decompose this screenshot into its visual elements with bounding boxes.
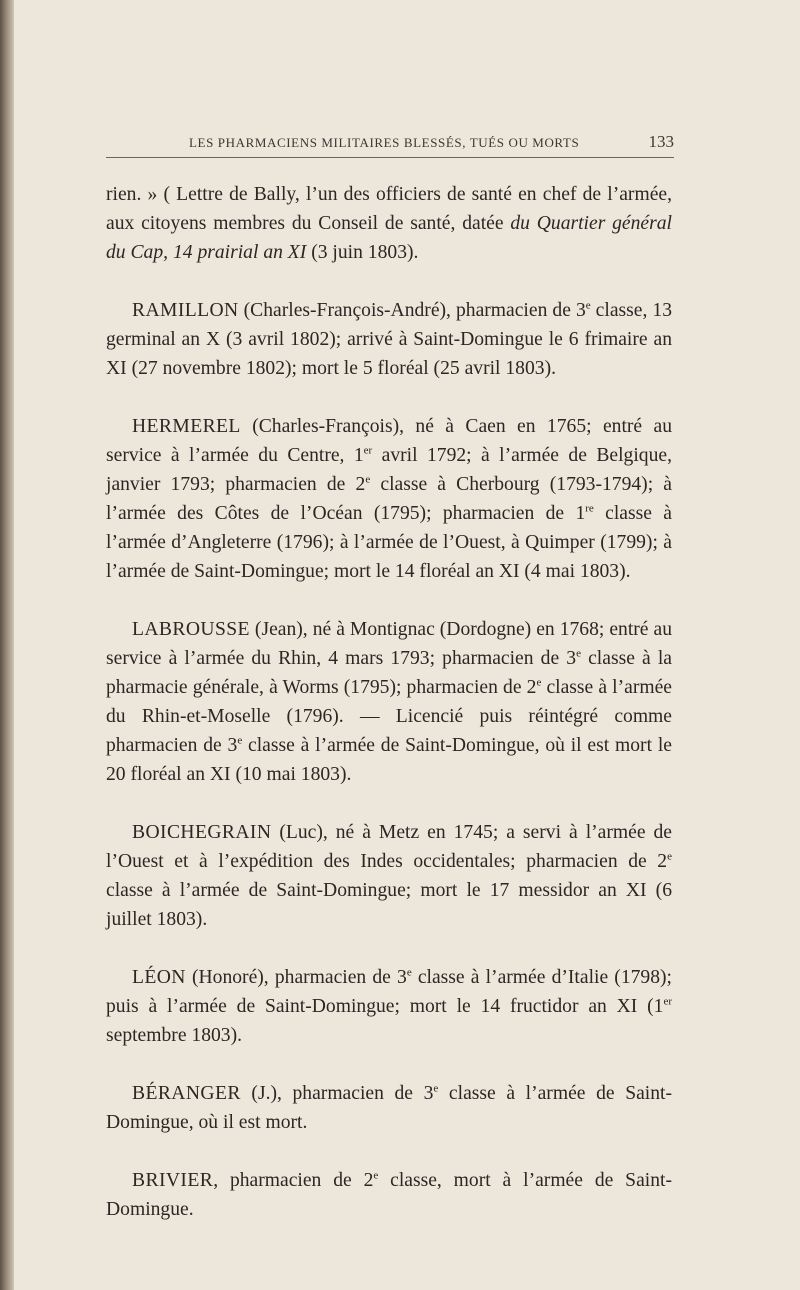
paragraph-brivier	[106, 1166, 672, 1224]
text-run: (Jean), né à Montignac (Dordogne) en 1768; entré au service à l’armée du Rhin, 4 mars 1793; pharmacien de 3	[106, 619, 672, 669]
text-run: classe à l’armée de Saint-Domingue, où il est mort.	[106, 1083, 672, 1133]
superscript: e	[433, 1082, 439, 1095]
text-run: classe à l’armée de Saint-Domingue, où il est mort le 20 floréal an XI (10 mai 1803).	[106, 735, 672, 785]
italic-text: du Quartier général du Cap, 14 prairial an XI	[106, 213, 672, 263]
header-rule	[106, 157, 674, 158]
text-run: avril 1792; à l’armée de Belgique, janvier 1793; pharmacien de 2	[106, 445, 672, 495]
paragraph-gap	[106, 789, 672, 818]
running-title: LES PHARMACIENS MILITAIRES BLESSÉS, TUÉS OU MORTS	[189, 135, 580, 150]
book-page	[14, 0, 800, 1290]
superscript: e	[373, 1169, 379, 1182]
paragraph-gap	[106, 1137, 672, 1166]
text-run: classe à l’armée de Saint-Domingue; mort le 17 messidor an XI (6 juillet 1803).	[106, 880, 672, 930]
entry-surname: HERMEREL	[132, 416, 241, 437]
paragraph-boichegrain	[106, 818, 672, 934]
entry-surname: LABROUSSE	[132, 619, 250, 640]
text-run: classe à l’armée du Rhin-et-Moselle (1796). — Licencié puis réintégré comme pharmacien de 3	[106, 677, 672, 756]
paragraph-gap	[106, 267, 672, 296]
entry-surname: BRIVIER	[132, 1170, 214, 1191]
superscript: e	[406, 966, 412, 979]
paragraph-beranger	[106, 1079, 672, 1137]
entry-surname: BOICHEGRAIN	[132, 822, 272, 843]
page-number: 133	[648, 132, 674, 151]
superscript: e	[365, 473, 371, 486]
superscript: e	[536, 676, 542, 689]
text-run: (Luc), né à Metz en 1745; a servi à l’armée de l’Ouest et à l’expédition des Indes occidentales; pharmacien de 2	[106, 822, 672, 872]
entry-surname: LÉON	[132, 967, 186, 988]
superscript: re	[585, 502, 594, 515]
text-run: , pharmacien de 2	[213, 1170, 374, 1191]
text-run: rien. » ( Lettre de Bally, l’un des officiers de santé en chef de l’armée, aux citoyens membres du Conseil de santé, datée	[106, 184, 672, 234]
paragraph-bally	[106, 180, 672, 267]
text-run: (Charles-François), né à Caen en 1765; entré au service à l’armée du Centre, 1	[106, 416, 672, 466]
paragraph-labrousse	[106, 615, 672, 789]
superscript: e	[585, 299, 591, 312]
paragraph-gap	[106, 586, 672, 615]
text-run: classe à Cherbourg (1793-1794); à l’armée des Côtes de l’Océan (1795); pharmacien de 1	[106, 474, 672, 524]
text-run: (Charles-François-André), pharmacien de 3	[238, 300, 586, 321]
superscript: e	[237, 734, 243, 747]
text-run: classe à l’armée d’Italie (1798); puis à l’armée de Saint-Domingue; mort le 14 fructidor an XI (1	[106, 967, 672, 1017]
paragraph-gap	[106, 1050, 672, 1079]
paragraph-gap	[106, 934, 672, 963]
superscript: er	[363, 444, 373, 457]
text-run: classe à la pharmacie générale, à Worms (1795); pharmacien de 2	[106, 648, 672, 698]
book-gutter-shadow	[0, 0, 14, 1290]
text-run: (J.), pharmacien de 3	[240, 1083, 434, 1104]
text-run: septembre 1803).	[106, 1025, 243, 1046]
text-run: (Honoré), pharmacien de 3	[185, 967, 407, 988]
body-text	[106, 180, 672, 1224]
text-run: classe, 13 germinal an X (3 avril 1802); arrivé à Saint-Domingue le 6 frimaire an XI (27 novembre 1802); mort le 5 floréal (25 avril 1803).	[106, 300, 672, 379]
paragraph-ramillon	[106, 296, 672, 383]
text-run: classe, mort à l’armée de Saint-Domingue.	[106, 1170, 672, 1220]
superscript: e	[667, 850, 672, 863]
page-header	[189, 132, 674, 152]
paragraph-leon	[106, 963, 672, 1050]
paragraph-hermerel	[106, 412, 672, 586]
superscript: e	[576, 647, 581, 660]
superscript: er	[663, 995, 672, 1008]
text-run: classe à l’armée d’Angleterre (1796); à l’armée de l’Ouest, à Quimper (1799); à l’armée de Saint-Domingue; mort le 14 floréal an XI (4 mai 1803).	[106, 503, 672, 582]
entry-surname: BÉRANGER	[132, 1083, 241, 1104]
paragraph-gap	[106, 383, 672, 412]
entry-surname: RAMILLON	[132, 300, 239, 321]
text-run: (3 juin 1803).	[306, 242, 419, 263]
